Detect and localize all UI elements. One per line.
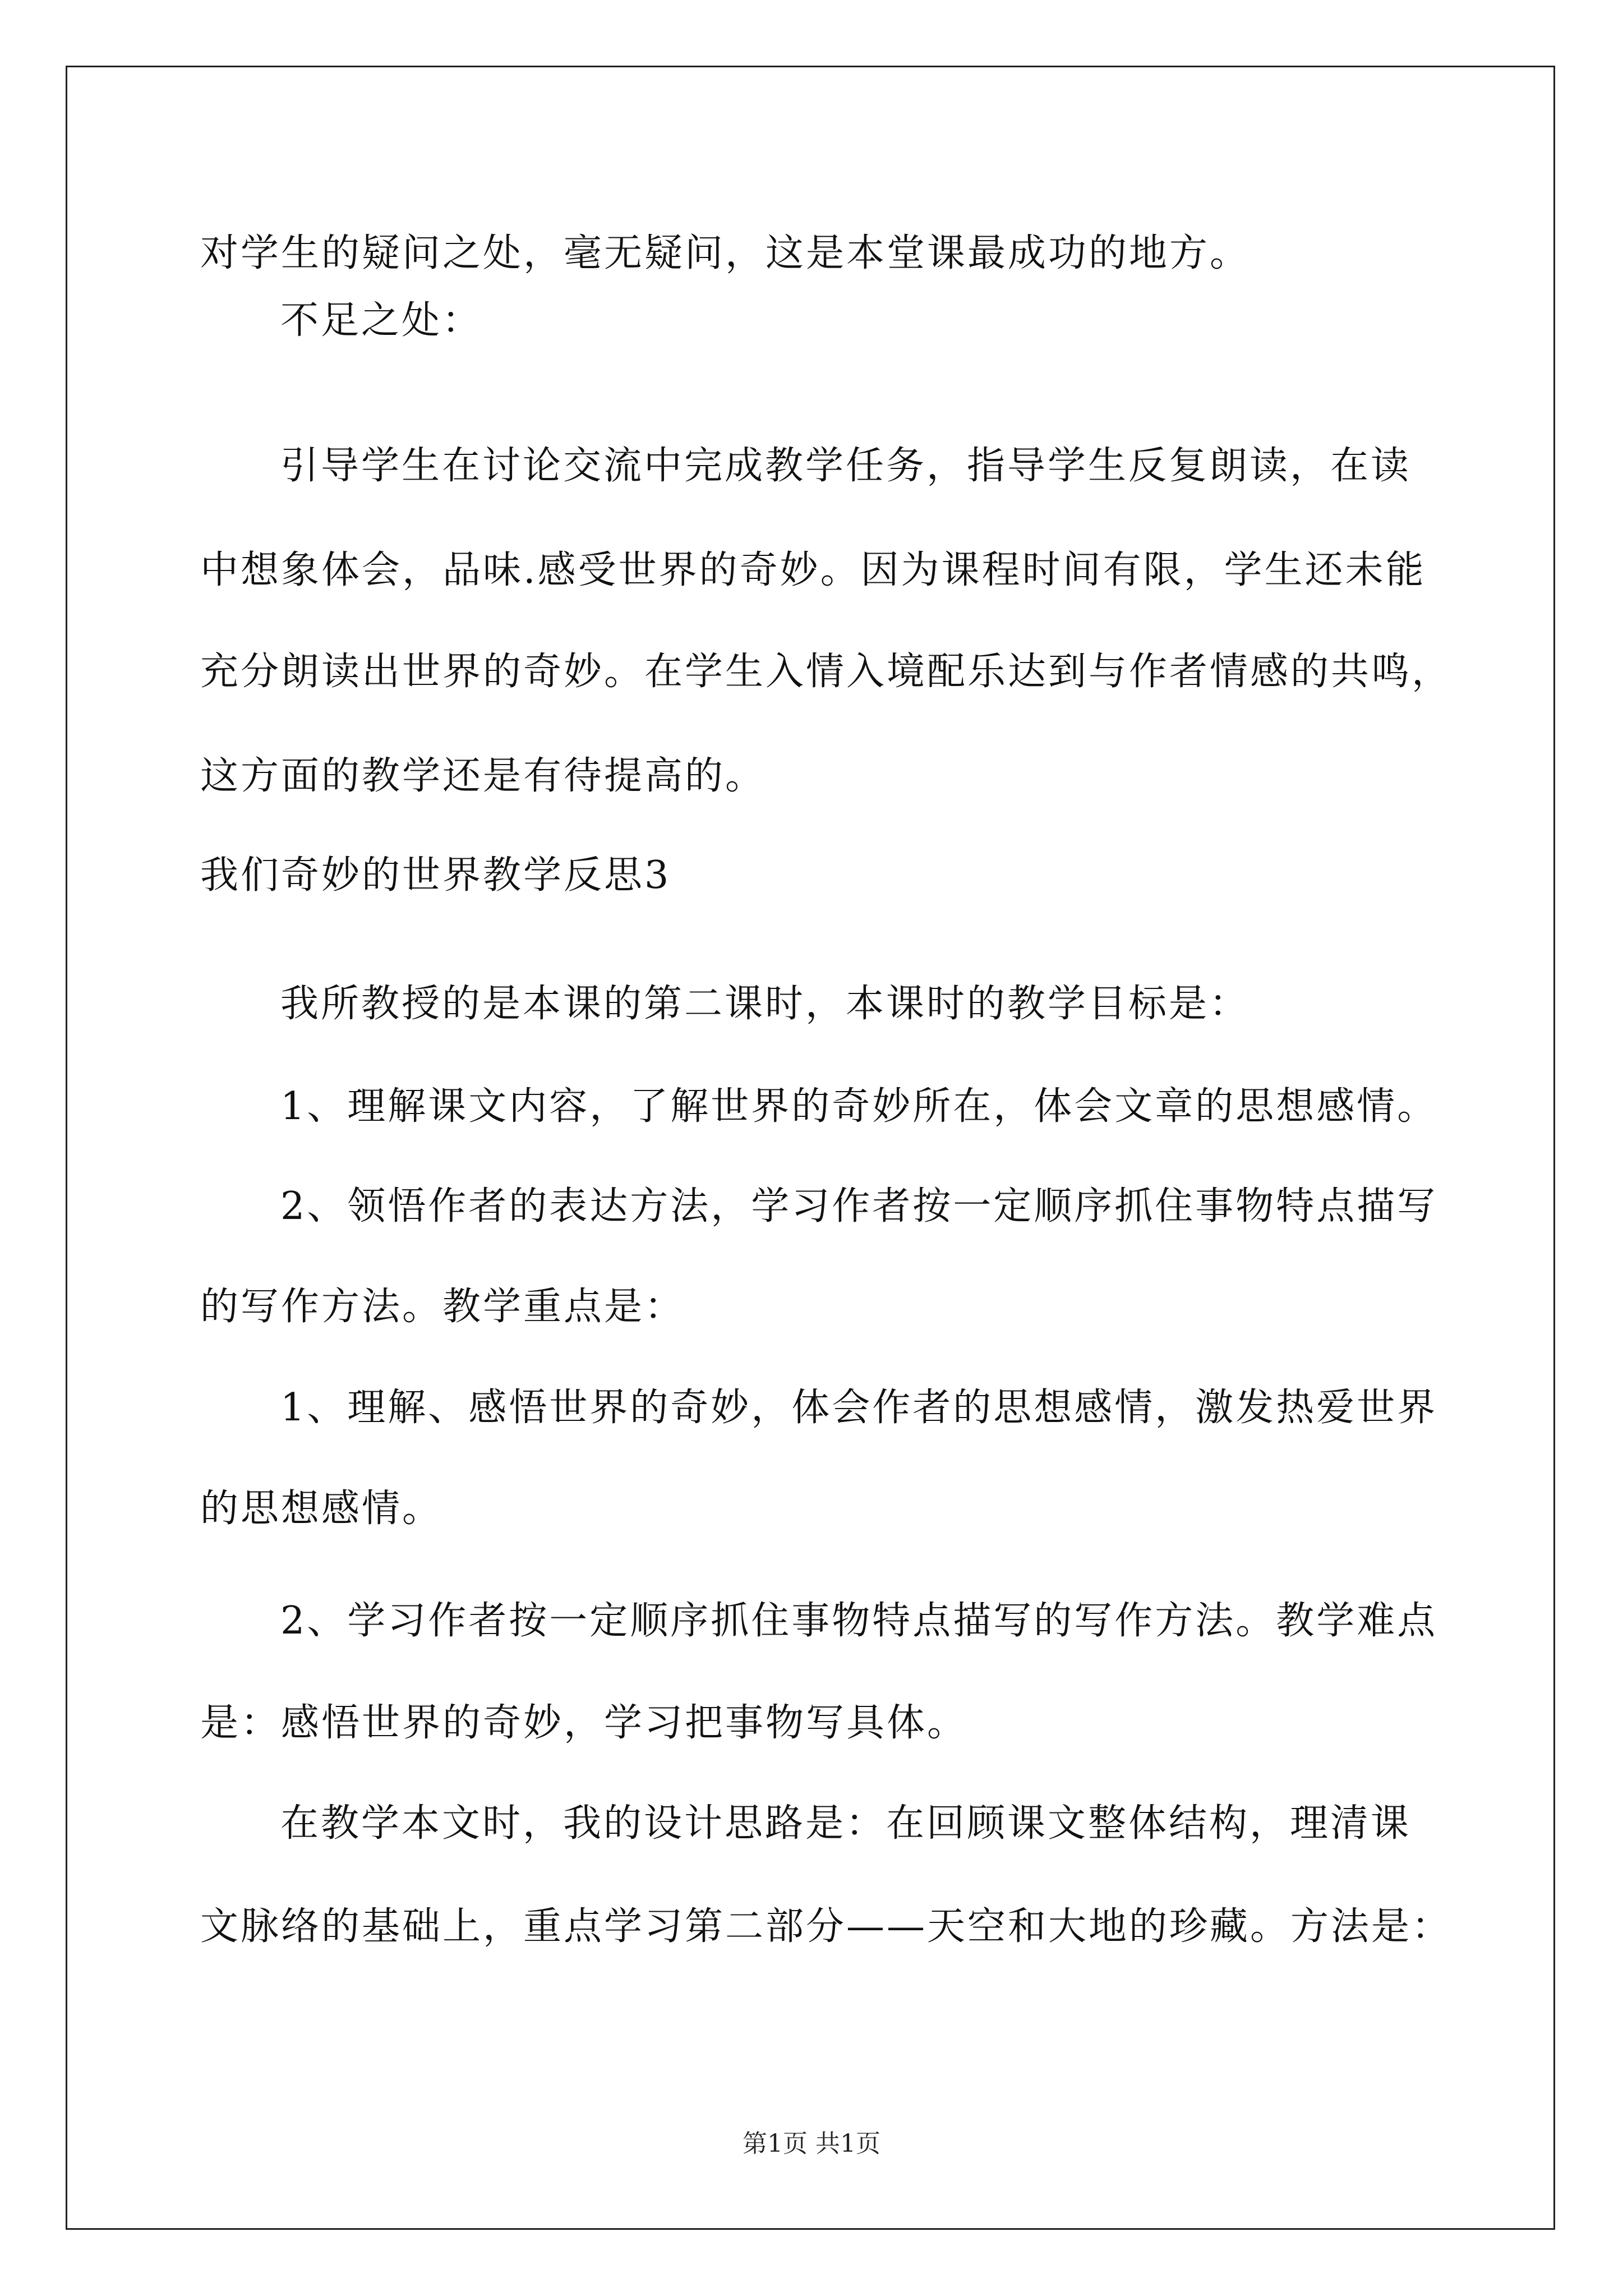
text-line-10: 2、领悟作者的表达方法，学习作者按一定顺序抓住事物特点描写 xyxy=(280,1184,1438,1228)
text-line-6: 这方面的教学还是有待提高的。 xyxy=(200,754,766,798)
text-line-2: 不足之处： xyxy=(280,298,483,343)
page-footer: 第1页 共1页 xyxy=(743,2129,880,2158)
text-line-13: 的思想感情。 xyxy=(200,1487,443,1531)
text-line-5: 充分朗读出世界的奇妙。在学生入情入境配乐达到与作者情感的共鸣， xyxy=(200,650,1453,694)
text-line-14: 2、学习作者按一定顺序抓住事物特点描写的写作方法。教学难点 xyxy=(280,1599,1438,1643)
section-heading: 我们奇妙的世界教学反思3 xyxy=(200,853,671,898)
text-line-4: 中想象体会，品味.感受世界的奇妙。因为课程时间有限，学生还未能 xyxy=(200,548,1426,592)
text-line-15: 是：感悟世界的奇妙，学习把事物写具体。 xyxy=(200,1701,968,1745)
text-line-17: 文脉络的基础上，重点学习第二部分——天空和大地的珍藏。方法是： xyxy=(200,1904,1453,1949)
text-line-8: 我所教授的是本课的第二课时，本课时的教学目标是： xyxy=(280,982,1250,1026)
text-line-16: 在教学本文时，我的设计思路是：在回顾课文整体结构，理清课 xyxy=(280,1801,1412,1846)
text-line-11: 的写作方法。教学重点是： xyxy=(200,1285,685,1329)
text-line-3: 引导学生在讨论交流中完成教学任务，指导学生反复朗读，在读 xyxy=(280,444,1412,488)
text-line-1: 对学生的疑问之处，毫无疑问，这是本堂课最成功的地方。 xyxy=(200,231,1251,275)
text-line-12: 1、理解、感悟世界的奇妙，体会作者的思想感情，激发热爱世界 xyxy=(280,1386,1438,1430)
text-line-9: 1、理解课文内容，了解世界的奇妙所在，体会文章的思想感情。 xyxy=(280,1084,1438,1129)
